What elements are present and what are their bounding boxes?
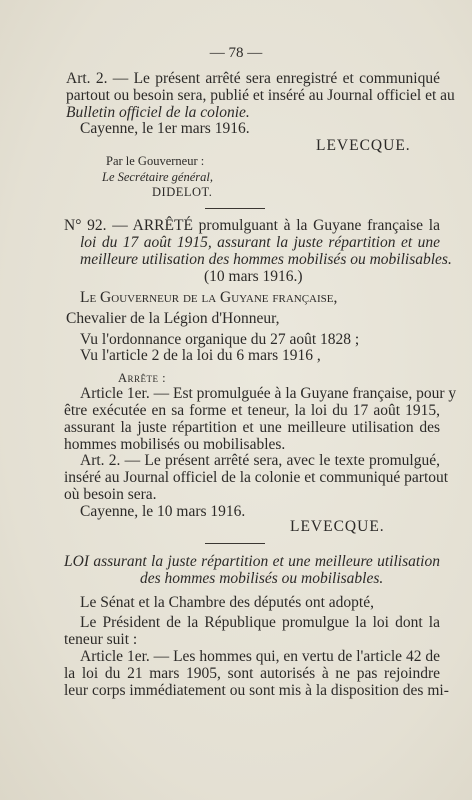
article1-loi-line3: leur corps immédiatement ou sont mis à la disposition des mi- [64,682,449,699]
page-number: — 78 — [209,45,263,61]
loi-header-line1: LOI assurant la juste répartition et une meilleure utilisation [64,553,440,570]
signer-1: LEVECQUE. [316,137,411,154]
article1-line1: Article 1er. — Est promulguée à la Guyane française, pour y [80,385,457,402]
vu-line2: Vu l'article 2 de la loi du 6 mars 1916 , [80,347,321,364]
divider-rule-1 [205,208,265,209]
senat-line: Le Sénat et la Chambre des députés ont adopté, [80,594,374,611]
loi-header-line2: des hommes mobilisés ou mobilisables. [140,570,384,587]
arrete-header-line1: N° 92. — ARRÊTÉ promulguant à la Guyane française la [64,217,440,234]
signer-2: LEVECQUE. [290,518,385,535]
art2-first-line1: Art. 2. — Le présent arrêté sera enregistré et communiqué [66,70,440,87]
date-1: Cayenne, le 1er mars 1916. [80,120,250,137]
art2-first-line3: Bulletin officiel de la colonie. [66,104,250,121]
secretaire-general: Le Secrétaire général, [102,170,213,184]
arrete-header-line3: meilleure utilisation des hommes mobilisés ou mobilisables. [80,251,452,268]
arrete-header-line2: loi du 17 août 1915, assurant la juste répartition et une [80,234,440,251]
art2-first-line2: partout ou besoin sera, publié et inséré au Journal officiel et au [66,87,455,104]
divider-rule-2 [205,543,265,544]
arrete-date: (10 mars 1916.) [204,268,303,285]
art2-second-line2: inséré au Journal officiel de la colonie et communiqué partout [64,469,449,486]
art2-second-line1: Art. 2. — Le présent arrêté sera, avec le texte promulgué, [80,452,440,469]
date-2: Cayenne, le 10 mars 1916. [80,503,246,520]
gouverneur-line1: Le Gouverneur de la Guyane française, [80,289,338,306]
didelot: DIDELOT. [152,185,213,199]
article1-line2: être exécutée en sa forme et teneur, la loi du 17 août 1915, [64,402,440,419]
art2-second-line3: où besoin sera. [64,486,157,503]
par-le-gouverneur: Par le Gouverneur : [106,154,205,168]
arrete-label: Arrête : [118,371,167,385]
article1-line4: hommes mobilisés ou mobilisables. [64,436,286,453]
president-line1: Le Président de la République promulgue la loi dont la [80,614,440,631]
gouverneur-line2: Chevalier de la Légion d'Honneur, [66,310,280,327]
president-line2: teneur suit : [64,631,138,648]
article1-line3: assurant la juste répartition et une meilleure utilisation des [64,419,440,436]
vu-line1: Vu l'ordonnance organique du 27 août 1828 ; [80,331,360,348]
article1-loi-line2: la loi du 21 mars 1905, sont autorisés à ne pas rejoindre [64,665,440,682]
article1-loi-line1: Article 1er. — Les hommes qui, en vertu de l'article 42 de [80,648,440,665]
